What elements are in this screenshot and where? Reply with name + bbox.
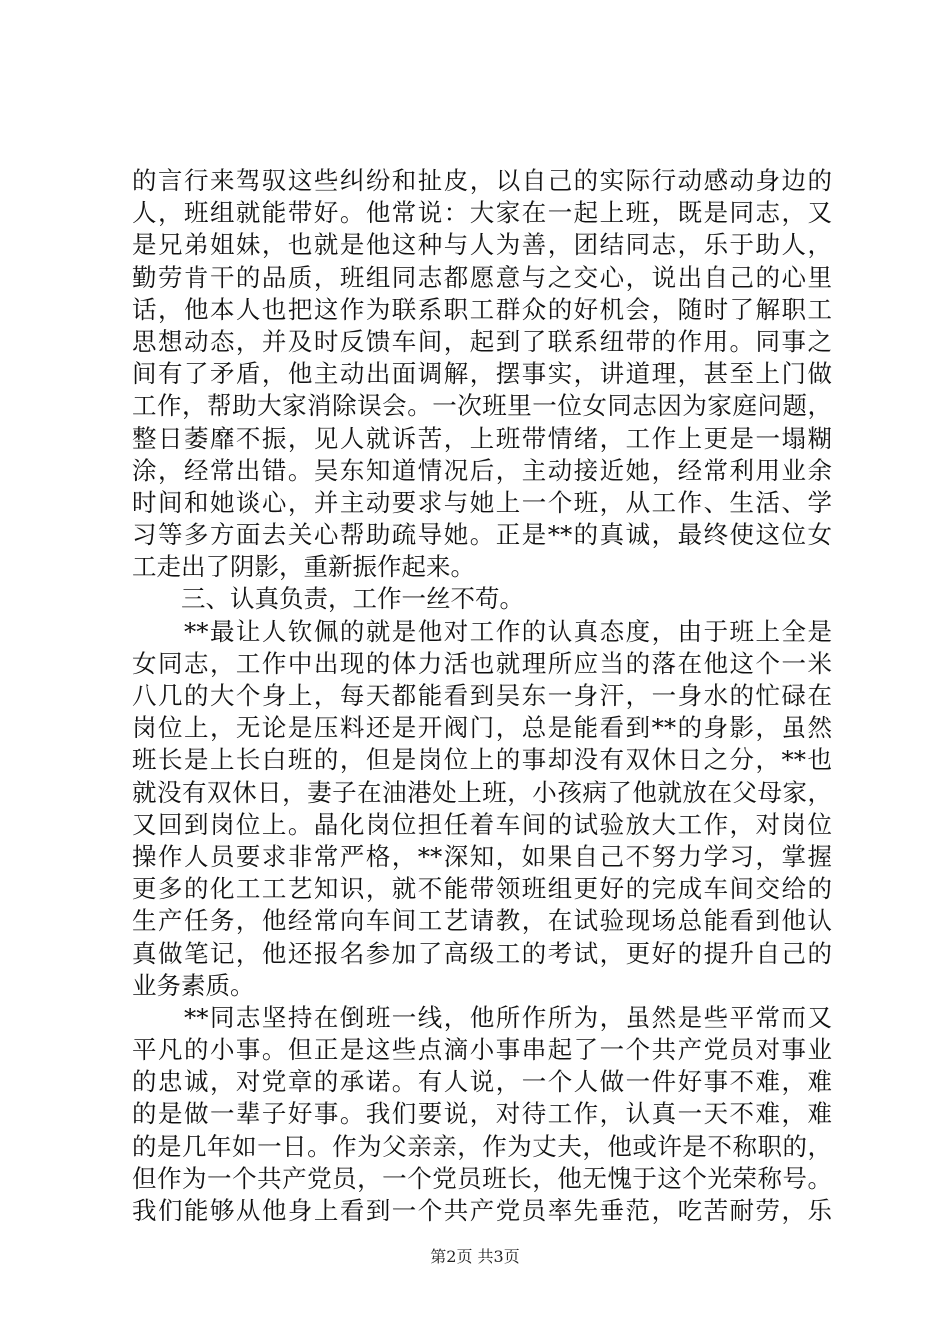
text-line: 工作，帮助大家消除误会。一次班里一位女同志因为家庭问题， (132, 391, 832, 421)
text-line: 生产任务，他经常向车间工艺请教，在试验现场总能看到他认 (132, 906, 832, 936)
text-line: 女同志，工作中出现的体力活也就理所应当的落在他这个一米 (132, 648, 832, 678)
text-line: 三、认真负责，工作一丝不苟。 (132, 584, 524, 614)
text-line: 操作人员要求非常严格，**深知，如果自己不努力学习，掌握 (132, 841, 832, 871)
text-line: 业务素质。 (132, 970, 255, 1000)
text-line: 就没有双休日，妻子在油港处上班，小孩病了他就放在父母家， (132, 777, 832, 807)
text-line: 整日萎靡不振，见人就诉苦，上班带情绪，工作上更是一塌糊 (132, 423, 832, 453)
text-line: 勤劳肯干的品质，班组同志都愿意与之交心，说出自己的心里 (132, 262, 832, 292)
text-line: **最让人钦佩的就是他对工作的认真态度，由于班上全是 (132, 616, 832, 646)
text-line: 的言行来驾驭这些纠纷和扯皮，以自己的实际行动感动身边的 (132, 166, 832, 195)
text-line: 的忠诚，对党章的承诺。有人说，一个人做一件好事不难，难 (132, 1067, 832, 1097)
text-line: 平凡的小事。但正是这些点滴小事串起了一个共产党员对事业 (132, 1035, 832, 1065)
text-line: 班长是上长白班的，但是岗位上的事却没有双休日之分，**也 (132, 745, 832, 775)
text-line: 是兄弟姐妹，也就是他这种与人为善，团结同志，乐于助人， (132, 230, 832, 260)
text-line: 的是几年如一日。作为父亲亲，作为丈夫，他或许是不称职的， (132, 1131, 832, 1161)
text-line: 的是做一辈子好事。我们要说，对待工作，认真一天不难，难 (132, 1099, 832, 1129)
text-line: 时间和她谈心，并主动要求与她上一个班，从工作、生活、学 (132, 487, 832, 517)
text-line: 工走出了阴影，重新振作起来。 (132, 552, 475, 582)
text-line: 八几的大个身上，每天都能看到吴东一身汗，一身水的忙碌在 (132, 681, 832, 710)
text-line: 但作为一个共产党员，一个党员班长，他无愧于这个光荣称号。 (132, 1163, 832, 1193)
text-line: 思想动态，并及时反馈车间，起到了联系纽带的作用。同事之 (132, 326, 832, 356)
text-line: 真做笔记，他还报名参加了高级工的考试，更好的提升自己的 (132, 938, 832, 968)
text-line: **同志坚持在倒班一线，他所作所为，虽然是些平常而又 (132, 1002, 832, 1032)
text-line: 更多的化工工艺知识，就不能带领班组更好的完成车间交给的 (132, 874, 832, 904)
page-footer: 第2页 共3页 (430, 1247, 520, 1266)
text-line: 人，班组就能带好。他常说：大家在一起上班，既是同志，又 (132, 198, 832, 228)
text-line: 我们能够从他身上看到一个共产党员率先垂范，吃苦耐劳，乐 (132, 1196, 832, 1225)
body-text (132, 165, 832, 1227)
text-line: 习等多方面去关心帮助疏导她。正是**的真诚，最终使这位女 (132, 520, 832, 550)
text-line: 间有了矛盾，他主动出面调解，摆事实，讲道理，甚至上门做 (132, 359, 832, 389)
text-line: 涂，经常出错。吴东知道情况后，主动接近她，经常利用业余 (132, 455, 832, 485)
text-line: 话，他本人也把这作为联系职工群众的好机会，随时了解职工 (132, 294, 832, 324)
text-line: 岗位上，无论是压料还是开阀门，总是能看到**的身影，虽然 (132, 713, 832, 743)
text-line: 又回到岗位上。晶化岗位担任着车间的试验放大工作，对岗位 (132, 809, 832, 839)
